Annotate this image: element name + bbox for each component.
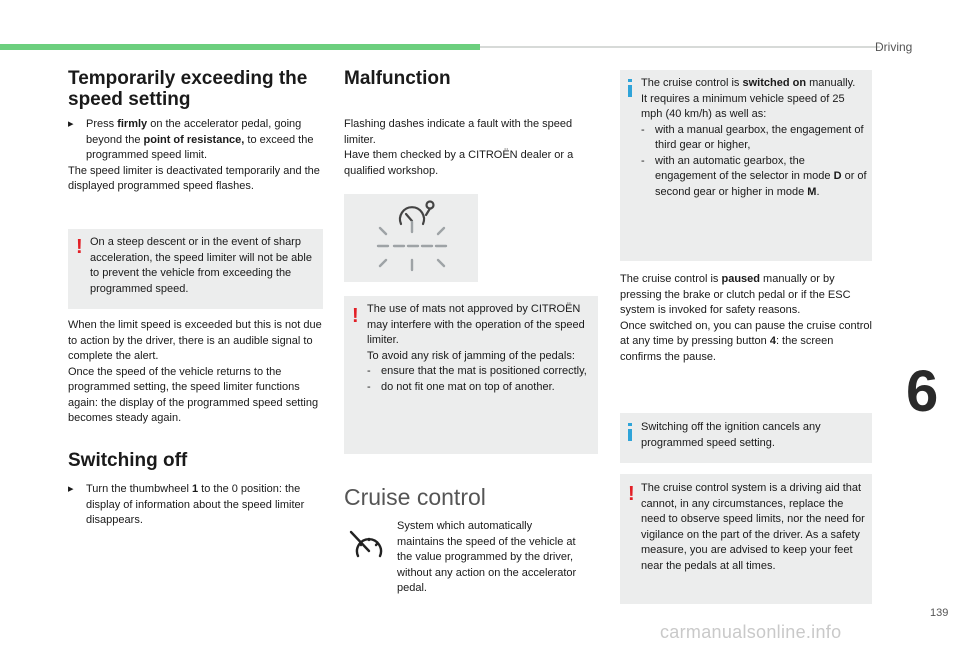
switch-on-p2: It requires a minimum vehicle speed of 25 mph (40 km/h) as well as: bbox=[641, 92, 845, 120]
right-warning-box bbox=[620, 474, 872, 604]
ignition-info-text: Switching off the ignition cancels any programmed speed setting. bbox=[641, 421, 821, 449]
switch-on-item-1: - with a manual gearbox, the engagement of third gear or higher, bbox=[641, 123, 864, 151]
page-number: 139 bbox=[930, 607, 949, 619]
left-body-3 bbox=[68, 482, 326, 529]
title-line-2: speed setting bbox=[68, 89, 191, 110]
paused-para: The cruise control is paused manually or by pressing the brake or clutch pedal or if the ESC system is invoked for safety reasons. bbox=[620, 273, 851, 316]
exclamation-icon: ! bbox=[352, 305, 359, 327]
mats-warning-p2: To avoid any risk of jamming of the pedals: bbox=[367, 349, 575, 362]
middle-warning-box bbox=[344, 296, 598, 454]
left-para-2b: Once the speed of the vehicle returns to the programmed setting, the speed limiter functions again: the display of the programmed speed setting becomes steady again. bbox=[68, 365, 319, 424]
info-icon bbox=[628, 85, 632, 97]
chapter-number: 6 bbox=[906, 359, 939, 424]
middle-body-1 bbox=[344, 117, 600, 179]
left-para-2a: When the limit speed is exceeded but this is not due to action by the driver, there is an audible signal to complete the alert. bbox=[68, 319, 322, 362]
switch-on-info-box bbox=[620, 70, 872, 261]
exclamation-icon: ! bbox=[76, 236, 83, 258]
arrow-bullet-icon: ▸ bbox=[68, 483, 74, 495]
press-firmly-bullet: ▸ Press firmly on the accelerator pedal, going beyond the point of resistance, to exceed the programmed speed limit. bbox=[68, 118, 314, 161]
right-warning-text: The cruise control system is a driving aid that cannot, in any circumstances, replace the need to observe speed limits, nor the need for vigilance on the part of the driver. As a safety measure, you are advised to keep your feet near the pedals at all times. bbox=[641, 482, 865, 572]
middle-para-1: Flashing dashes indicate a fault with the speed limiter. bbox=[344, 118, 573, 146]
left-title bbox=[68, 68, 328, 110]
speedometer-icon bbox=[346, 526, 386, 566]
title-line-1: Temporarily exceeding the bbox=[68, 68, 308, 89]
info-icon bbox=[628, 429, 632, 441]
mats-warning-item-2: - do not fit one mat on top of another. bbox=[367, 380, 555, 393]
exclamation-icon: ! bbox=[628, 483, 635, 505]
switch-on-p1: The cruise control is switched on manually. bbox=[641, 77, 856, 89]
left-warning-box bbox=[68, 229, 323, 309]
header-accent-bar bbox=[0, 44, 480, 50]
left-body-2 bbox=[68, 318, 326, 427]
switching-off-title: Switching off bbox=[68, 450, 188, 471]
right-body bbox=[620, 272, 876, 365]
mats-warning-item-1: - ensure that the mat is positioned correctly, bbox=[367, 365, 587, 377]
malfunction-title: Malfunction bbox=[344, 68, 451, 89]
middle-warning-content bbox=[367, 302, 593, 395]
flashing-speedometer-icon bbox=[344, 194, 478, 282]
left-para-1: The speed limiter is deactivated temporarily and the displayed programmed speed flashes. bbox=[68, 164, 320, 192]
mats-warning-p1: The use of mats not approved by CITROËN may interfere with the operation of the speed limiter. bbox=[367, 303, 585, 346]
switch-on-info-content bbox=[641, 76, 867, 200]
pause-button-para: Once switched on, you can pause the cruise control at any time by pressing button 4: the screen confirms the pause. bbox=[620, 319, 872, 363]
thumbwheel-bullet: ▸ Turn the thumbwheel 1 to the 0 position: the display of information about the speed limiter disappears. bbox=[68, 483, 305, 526]
malfunction-display-box bbox=[344, 194, 478, 282]
arrow-bullet-icon: ▸ bbox=[68, 118, 74, 130]
cruise-control-description: System which automatically maintains the speed of the vehicle at the value programmed by the driver, without any action on the accelerator pedal. bbox=[397, 520, 577, 594]
left-warning-text: On a steep descent or in the event of sharp acceleration, the speed limiter will not be able to prevent the vehicle from exceeding the programmed speed. bbox=[90, 236, 312, 295]
cruise-control-title: Cruise control bbox=[344, 484, 486, 510]
ignition-info-box bbox=[620, 413, 872, 463]
left-body-1 bbox=[68, 117, 326, 195]
section-title: Driving bbox=[875, 40, 913, 54]
switch-on-item-2: - with an automatic gearbox, the engagement of the selector in mode D or of second gear or higher in mode M. bbox=[641, 154, 867, 198]
watermark: carmanualsonline.info bbox=[660, 622, 842, 642]
middle-para-2: Have them checked by a CITROËN dealer or a qualified workshop. bbox=[344, 149, 574, 177]
header-rule bbox=[480, 46, 880, 48]
